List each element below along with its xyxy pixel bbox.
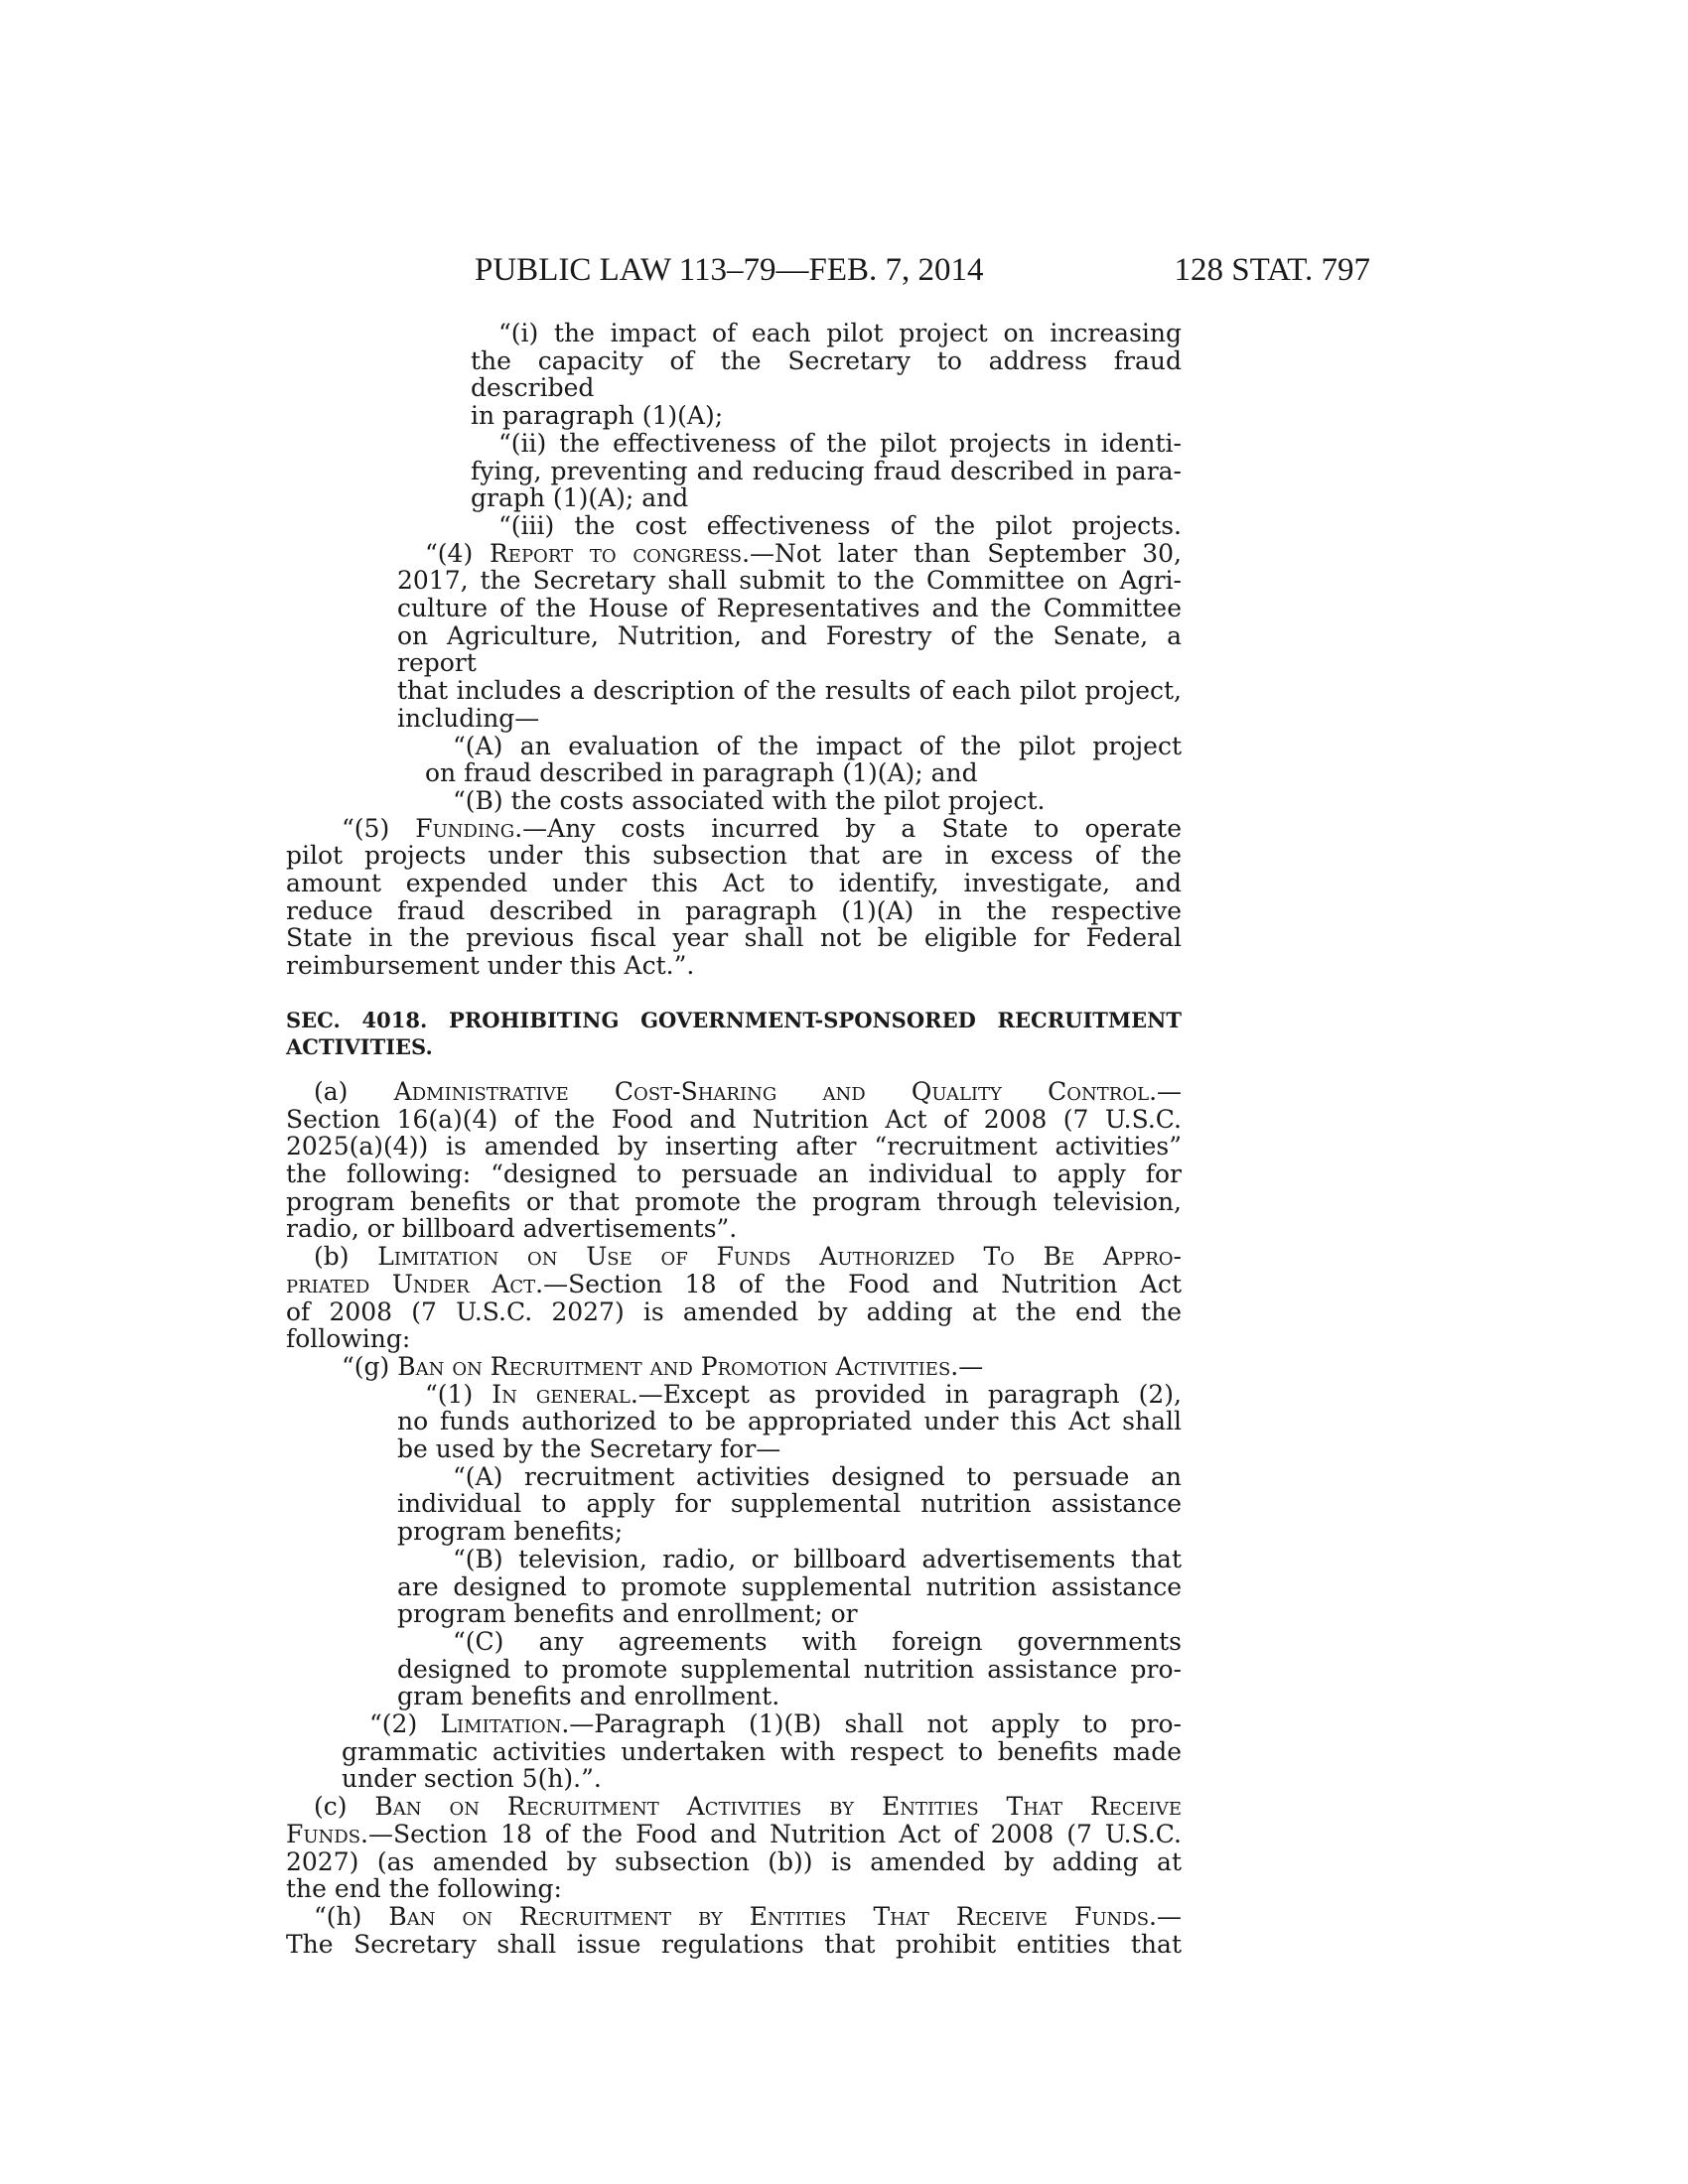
text-line: individual to apply for supplemental nutrition assistance [397,1489,1182,1519]
text-line: in paragraph (1)(A); [471,401,724,431]
text-line: 2027) (as amended by subsection (b)) is amended by adding at [286,1846,1182,1876]
subsection-heading: Limitation on Use of Funds Authorized To Be Appro- [377,1242,1182,1272]
text-line: Section 16(a)(4) of the Food and Nutrition Act of 2008 (7 U.S.C. [286,1104,1182,1134]
text-line: The Secretary shall issue regulations that prohibit entities that [286,1929,1182,1959]
running-title: PUBLIC LAW 113–79—FEB. 7, 2014 [475,252,984,288]
text-line: under section 5(h).”. [342,1764,602,1794]
text-line: “(A) an evaluation of the impact of the pilot project [453,731,1182,760]
text-line: graph (1)(A); and [471,483,689,513]
text-line: reimbursement under this Act.”. [286,951,695,981]
statute-body [286,320,1182,1958]
text-line: of 2008 (7 U.S.C. 2027) is amended by adding at the end the [286,1297,1182,1326]
text-line: “(4) Report to congress.—Not later than September 30, [425,538,1182,568]
text-line: (a) Administrative Cost-Sharing and Quality Control.— [314,1076,1183,1106]
text-line: “(h) Ban on Recruitment by Entities That Receive Funds.— [314,1901,1182,1931]
text-line: program benefits or that promote the program through television, [286,1186,1182,1216]
text-line: “(i) the impact of each pilot project on increasing [498,319,1182,347]
text-line: 2017, the Secretary shall submit to the Committee on Agri- [397,566,1182,596]
text-line: “(B) the costs associated with the pilot project. [453,785,1046,815]
text-line: no funds authorized to be appropriated under this Act shall [397,1407,1182,1436]
section-heading: SEC. 4018. PROHIBITING GOVERNMENT-SPONSORED RECRUITMENT ACTIVITIES. [286,1007,1182,1059]
text-line: “(2) Limitation.—Paragraph (1)(B) shall not apply to pro- [369,1709,1183,1739]
text-line: “(B) television, radio, or billboard advertisements that [453,1544,1182,1573]
paragraph-heading: Funding [415,813,515,843]
text-line: “(A) recruitment activities designed to persuade an [453,1461,1182,1491]
text-line: “(g) Ban on Recruitment and Promotion Activities.— [342,1351,984,1381]
text-line: including— [397,703,540,733]
text-line: are designed to promote supplemental nutrition assistance [397,1571,1182,1601]
paragraph-heading: Report to congress [489,538,743,568]
text-line: the following: “designed to persuade an individual to apply for [286,1159,1182,1188]
text-line: gram benefits and enrollment. [397,1682,780,1711]
text-line: 2025(a)(4)) is amended by inserting after “recruitment activities” [286,1132,1182,1161]
text-line: “(C) any agreements with foreign governments [453,1626,1182,1656]
text-line: the capacity of the Secretary to address fraud described [471,345,1182,403]
text-line: “(5) Funding.—Any costs incurred by a State to operate [342,813,1183,843]
text-line: (c) Ban on Recruitment Activities by Entities That Receive [314,1792,1182,1822]
subsection-heading: Ban on Recruitment and Promotion Activities [397,1351,951,1381]
subsection-heading: Administrative Cost-Sharing and Quality Control [393,1076,1150,1106]
text-line: designed to promote supplemental nutrition assistance pro- [397,1654,1182,1684]
subsection-heading: Ban on Recruitment by Entities That Receive Funds [388,1901,1150,1931]
text-line: program benefits; [397,1517,624,1547]
text-line: amount expended under this Act to identify, investigate, and [286,869,1182,898]
stat-page-number: 128 STAT. 797 [1174,252,1370,288]
text-line: on Agriculture, Nutrition, and Forestry of the Senate, a report [397,620,1182,678]
text-line: fying, preventing and reducing fraud described in para- [471,456,1182,485]
text-line: the end the following: [286,1874,562,1904]
text-line: on fraud described in paragraph (1)(A); and [425,758,978,788]
text-line: culture of the House of Representatives and the Committee [397,594,1182,623]
paragraph-heading: Limitation [440,1709,562,1739]
text-line: “(1) In general.—Except as provided in paragraph (2), [425,1379,1182,1409]
text-line: “(ii) the effectiveness of the pilot projects in identi- [498,428,1182,458]
paragraph-heading: In general [492,1379,631,1409]
subsection-heading: Ban on Recruitment Activities by Entities That Receive [374,1792,1182,1822]
text-line: program benefits and enrollment; or [397,1599,858,1629]
text-line: Funds.—Section 18 of the Food and Nutrition Act of 2008 (7 U.S.C. [286,1819,1182,1848]
text-line: pilot projects under this subsection that are in excess of the [286,841,1182,871]
text-line: priated Under Act.—Section 18 of the Food and Nutrition Act [286,1269,1183,1298]
text-line: State in the previous fiscal year shall not be eligible for Federal [286,923,1182,953]
text-line: “(iii) the cost effectiveness of the pilot projects. [498,510,1182,540]
page-header [475,248,1370,292]
text-line: radio, or billboard advertisements”. [286,1214,738,1244]
text-line: following: [286,1324,411,1354]
text-line: grammatic activities undertaken with respect to benefits made [342,1736,1182,1766]
text-line: that includes a description of the results of each pilot project, [397,676,1182,706]
text-line: reduce fraud described in paragraph (1)(A) in the respective [286,895,1182,925]
text-line: be used by the Secretary for— [397,1434,781,1464]
text-line: (b) Limitation on Use of Funds Authorized To Be Appro- [314,1242,1182,1272]
